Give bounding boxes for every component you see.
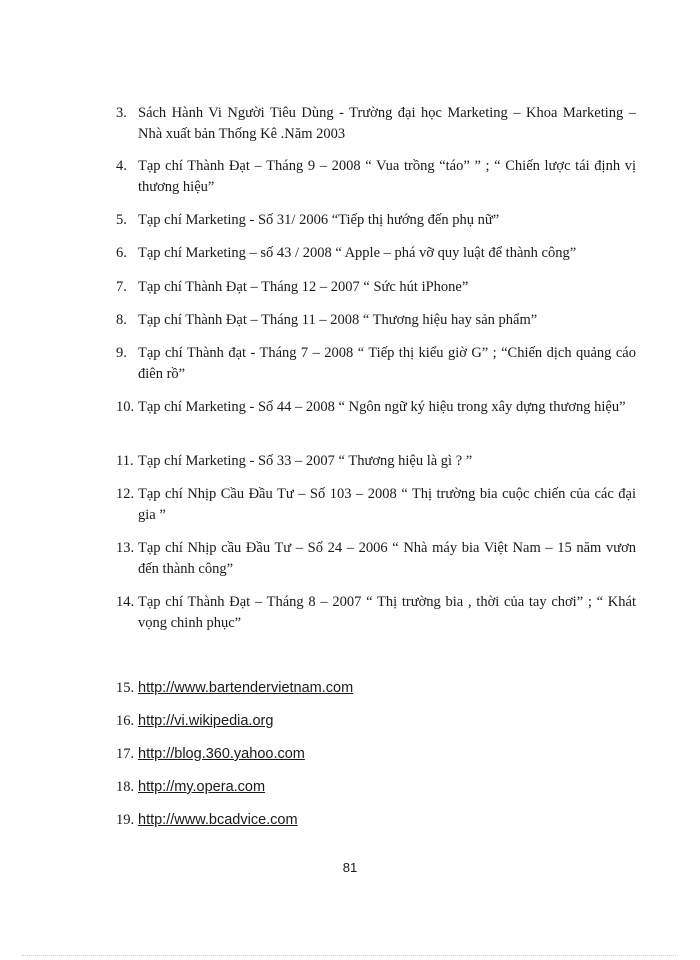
page-number: 81 — [342, 860, 358, 875]
reference-text: Tạp chí Marketing - Số 33 – 2007 “ Thương hiệu là gì ? ” — [138, 453, 473, 469]
reference-link[interactable]: http://www.bcadvice.com — [138, 812, 298, 828]
reference-text: Tạp chí Thành Đạt – Tháng 12 – 2007 “ Sức hút iPhone” — [138, 279, 469, 295]
page-bottom-rule — [22, 955, 678, 956]
reference-link[interactable]: http://blog.360.yahoo.com — [138, 746, 305, 762]
reference-number: 14. — [116, 594, 135, 610]
link-item — [116, 712, 273, 730]
link-item — [116, 778, 265, 796]
reference-number: 10. — [116, 399, 135, 415]
reference-item — [116, 103, 636, 145]
reference-text: Tạp chí Nhịp Cầu Đầu Tư – Số 103 – 2008 “ Thị trường bia cuộc chiến của các đại gia ” — [138, 486, 636, 523]
reference-text: Tạp chí Thành Đạt – Tháng 11 – 2008 “ Thương hiệu hay sản phẩm” — [138, 312, 538, 328]
reference-link[interactable]: http://my.opera.com — [138, 779, 266, 795]
reference-item — [116, 156, 636, 198]
link-number: 16. — [116, 713, 135, 729]
reference-number: 6. — [116, 245, 127, 261]
reference-item — [116, 397, 636, 418]
reference-link[interactable]: http://www.bartendervietnam.com — [138, 680, 354, 696]
reference-number: 11. — [116, 453, 134, 469]
reference-item — [116, 310, 636, 331]
reference-link[interactable]: http://vi.wikipedia.org — [138, 713, 274, 729]
reference-text: Tạp chí Thành Đạt – Tháng 8 – 2007 “ Thị trường bia , thời của tay chơi” ; “ Khát vọng chinh phục” — [138, 594, 636, 631]
reference-number: 3. — [116, 105, 127, 121]
reference-item — [116, 592, 636, 634]
reference-number: 4. — [116, 158, 127, 174]
reference-number: 13. — [116, 540, 135, 556]
reference-text: Tạp chí Marketing - Số 31/ 2006 “Tiếp thị hướng đến phụ nữ” — [138, 212, 500, 228]
reference-number: 8. — [116, 312, 127, 328]
reference-number: 9. — [116, 345, 127, 361]
reference-text: Tạp chí Marketing - Số 44 – 2008 “ Ngôn ngữ ký hiệu trong xây dựng thương hiệu” — [138, 399, 626, 415]
reference-text: Tạp chí Marketing – số 43 / 2008 “ Apple – phá vỡ quy luật để thành công” — [138, 245, 577, 261]
reference-number: 7. — [116, 279, 127, 295]
reference-text: Tạp chí Thành Đạt – Tháng 9 – 2008 “ Vua trồng “táo” ” ; “ Chiến lược tái định vị thương hiệu” — [138, 158, 636, 195]
reference-item — [116, 484, 636, 526]
link-number: 17. — [116, 746, 135, 762]
link-item — [116, 745, 305, 763]
reference-text: Sách Hành Vi Người Tiêu Dùng - Trường đại học Marketing – Khoa Marketing – Nhà xuất bản Thống Kê .Năm 2003 — [138, 105, 636, 142]
reference-text: Tạp chí Nhịp cầu Đầu Tư – Số 24 – 2006 “ Nhà máy bia Việt Nam – 15 năm vươn đến thành công” — [138, 540, 636, 577]
link-number: 18. — [116, 779, 135, 795]
link-number: 19. — [116, 812, 135, 828]
reference-item — [116, 451, 636, 472]
reference-number: 5. — [116, 212, 127, 228]
reference-item — [116, 210, 636, 231]
link-number: 15. — [116, 680, 135, 696]
reference-text: Tạp chí Thành đạt - Tháng 7 – 2008 “ Tiếp thị kiểu giờ G” ; “Chiến dịch quảng cáo điên rồ” — [138, 345, 636, 382]
reference-item — [116, 538, 636, 580]
reference-number: 12. — [116, 486, 135, 502]
link-item — [116, 679, 353, 697]
link-item — [116, 811, 298, 829]
reference-item — [116, 243, 636, 264]
reference-item — [116, 277, 636, 298]
reference-item — [116, 343, 636, 385]
